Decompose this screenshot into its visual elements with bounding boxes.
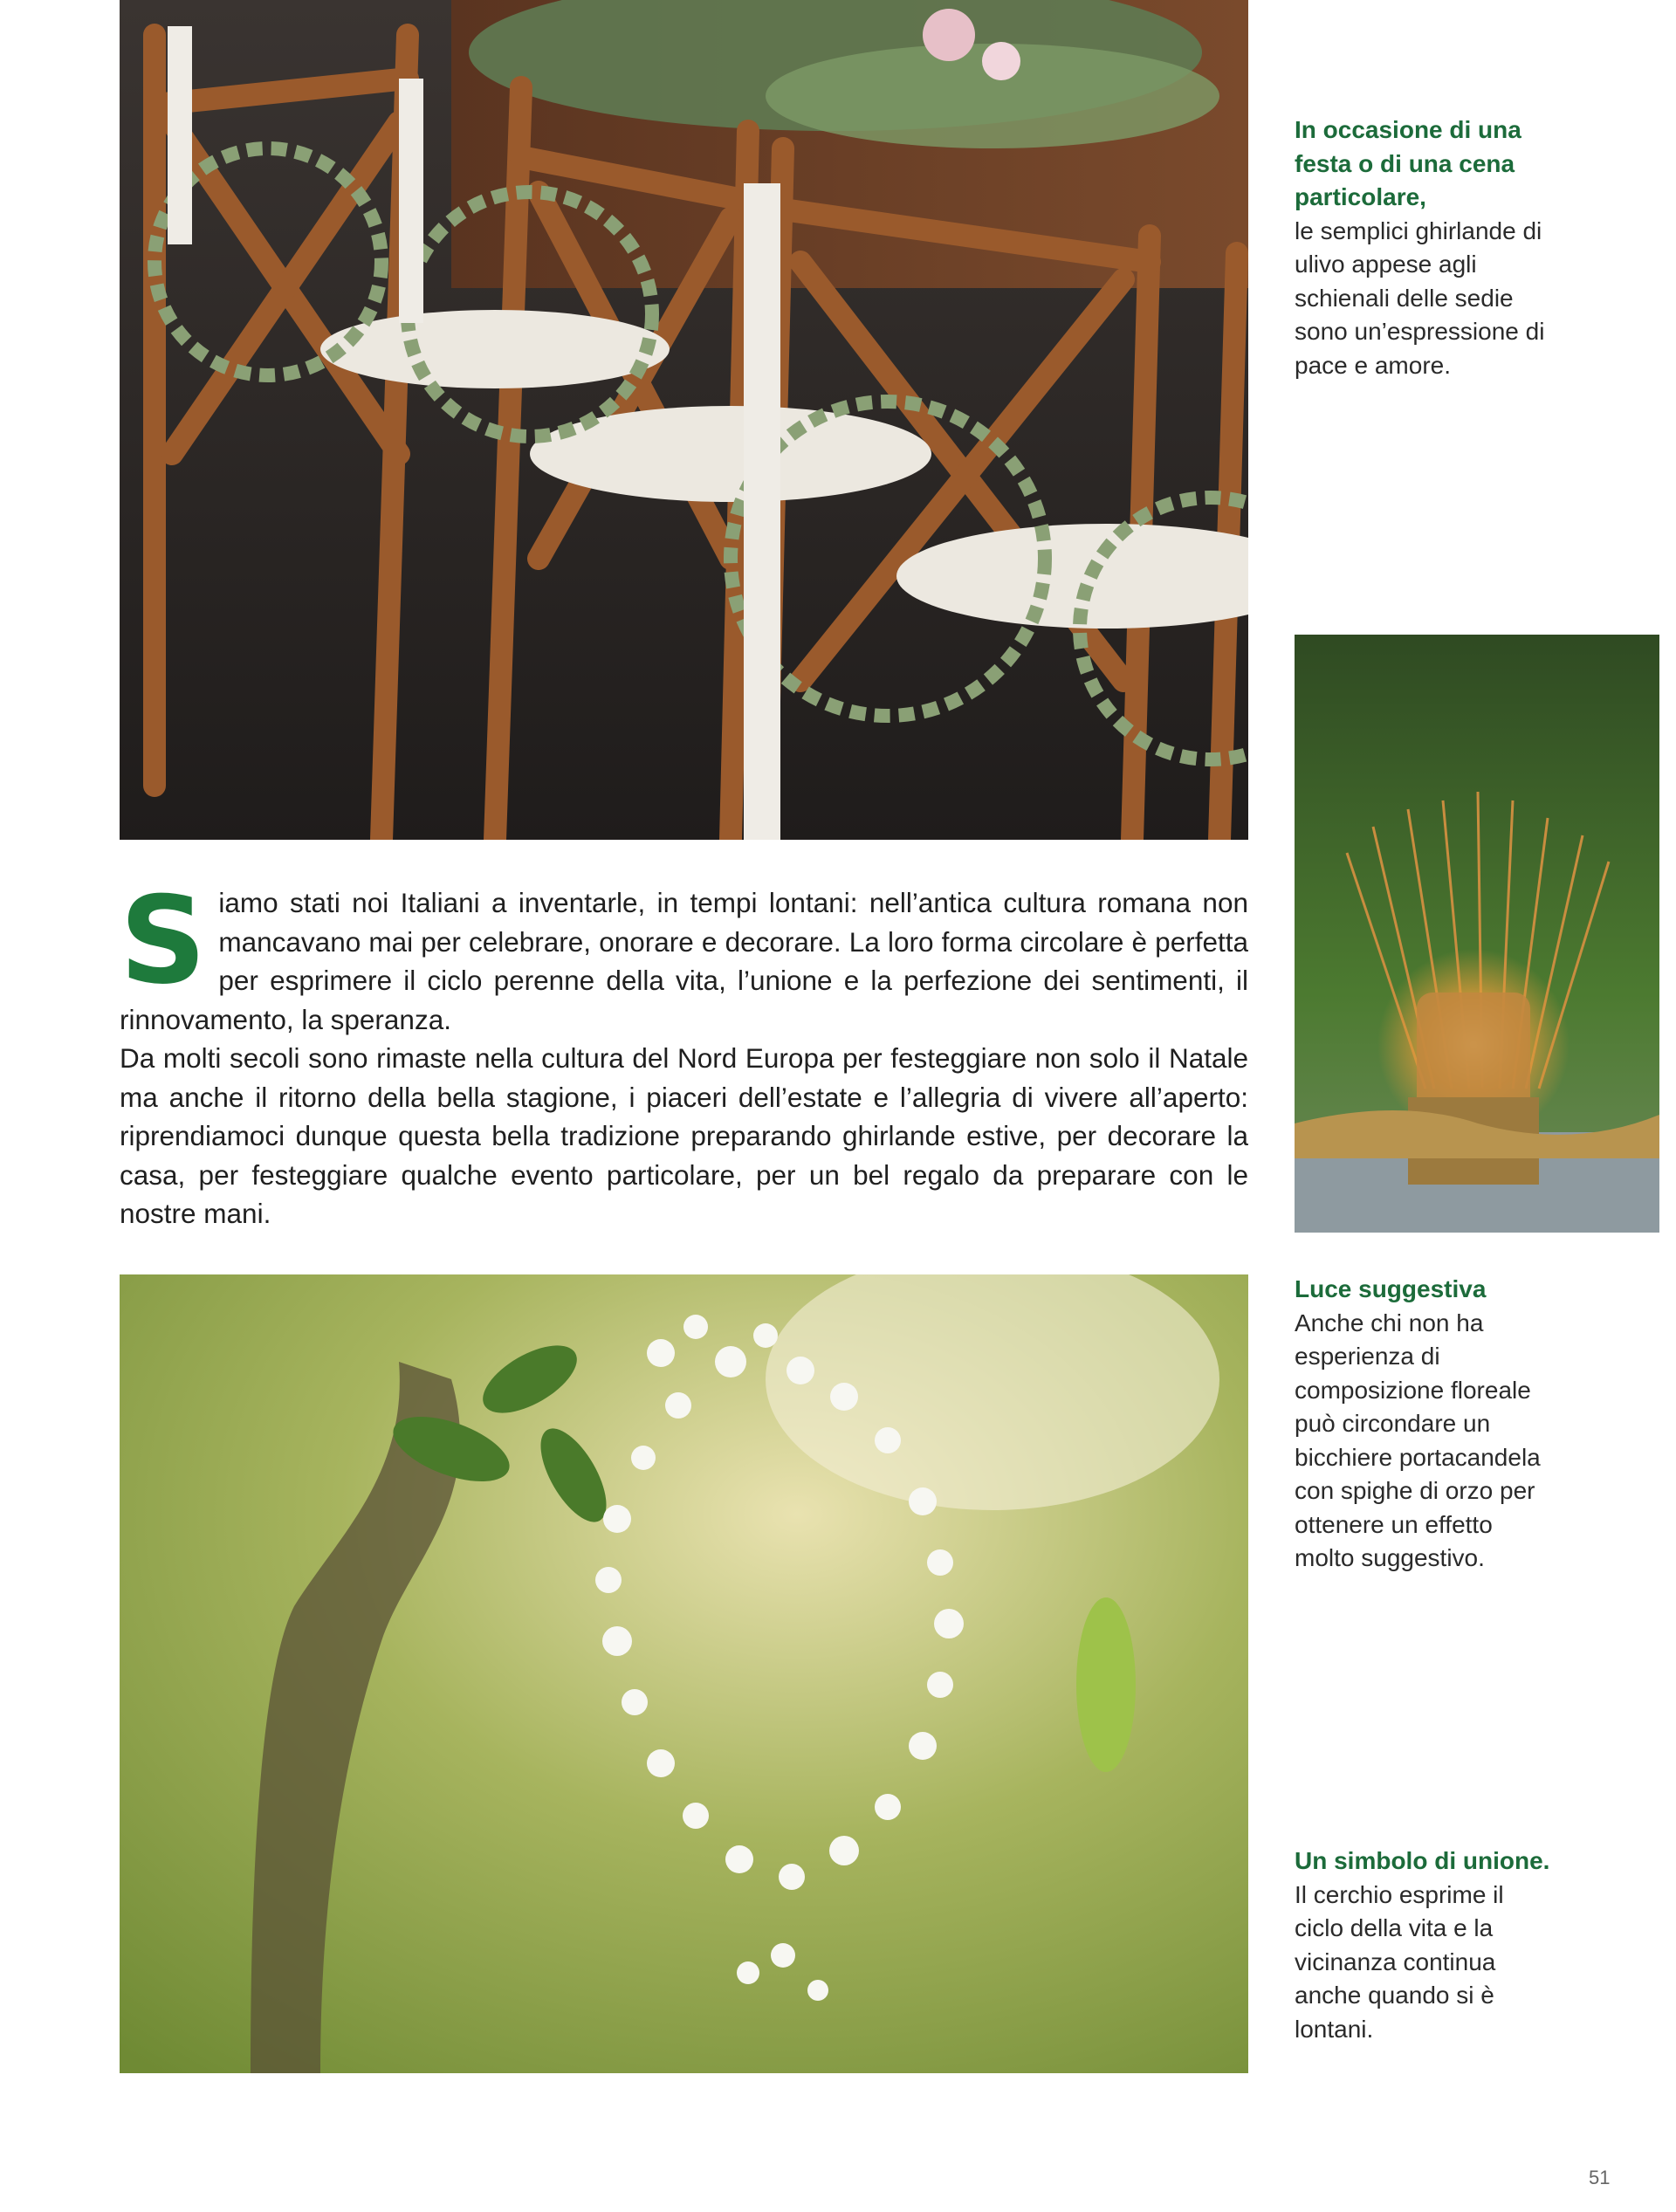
caption-flowers — [1295, 1844, 1556, 2046]
caption-chairs-text: le semplici ghirlande di ulivo appese agli schienali delle sedie sono un’espressione di pace e amore. — [1295, 216, 1545, 379]
photo-flower-wreath — [120, 1274, 1248, 2073]
caption-candle — [1295, 1273, 1556, 1576]
page-number: 51 — [1589, 2167, 1611, 2188]
caption-flowers-text: Il cerchio esprime il ciclo della vita e la vicinanza continua anche quando si è lontani. — [1295, 1880, 1504, 2043]
caption-candle-text: Anche chi non ha esperienza di composizione floreale può circondare un bicchiere portacandela con spighe di orzo per ottenere un effetto molto suggestivo. — [1295, 1309, 1541, 1571]
caption-flowers-title: Un simbolo di unione. — [1295, 1847, 1550, 1874]
article-paragraph-2: Da molti secoli sono rimaste nella cultura del Nord Europa per festeggiare non solo il Natale ma anche il ritorno della bella stagione, i piaceri dell’estate e l’allegria di vivere all’aperto: riprendiamoci dunque questa bella tradizione preparando ghirlande estive, per decorare la casa, per festeggiare qualche evento particolare, per un bel regalo da preparare con le nostre mani. — [120, 1042, 1248, 1229]
flower-wreath-illustration — [120, 1274, 1248, 2073]
article-body — [120, 870, 1248, 1233]
caption-chairs — [1295, 113, 1556, 382]
caption-chairs-title: In occasione di una festa o di una cena particolare, — [1295, 116, 1521, 210]
drop-cap: S — [120, 870, 207, 1011]
paragraph-1-text: iamo stati noi Italiani a inventarle, in tempi lontani: nell’antica cultura romana non mancavano mai per celebrare, onorare e decorare. La loro forma circolare è perfetta per esprimere il ciclo perenne della vita, l’unione e la perfezione dei sentimenti, il rinnovamento, la speranza. — [120, 887, 1248, 1035]
photo-candle-barley — [1295, 635, 1659, 1233]
chairs-illustration — [120, 0, 1248, 840]
photo-chairs-olive-wreaths — [120, 0, 1248, 840]
article-paragraph-1 — [120, 870, 1248, 1039]
caption-candle-title: Luce suggestiva — [1295, 1275, 1487, 1302]
candle-illustration — [1295, 635, 1659, 1233]
